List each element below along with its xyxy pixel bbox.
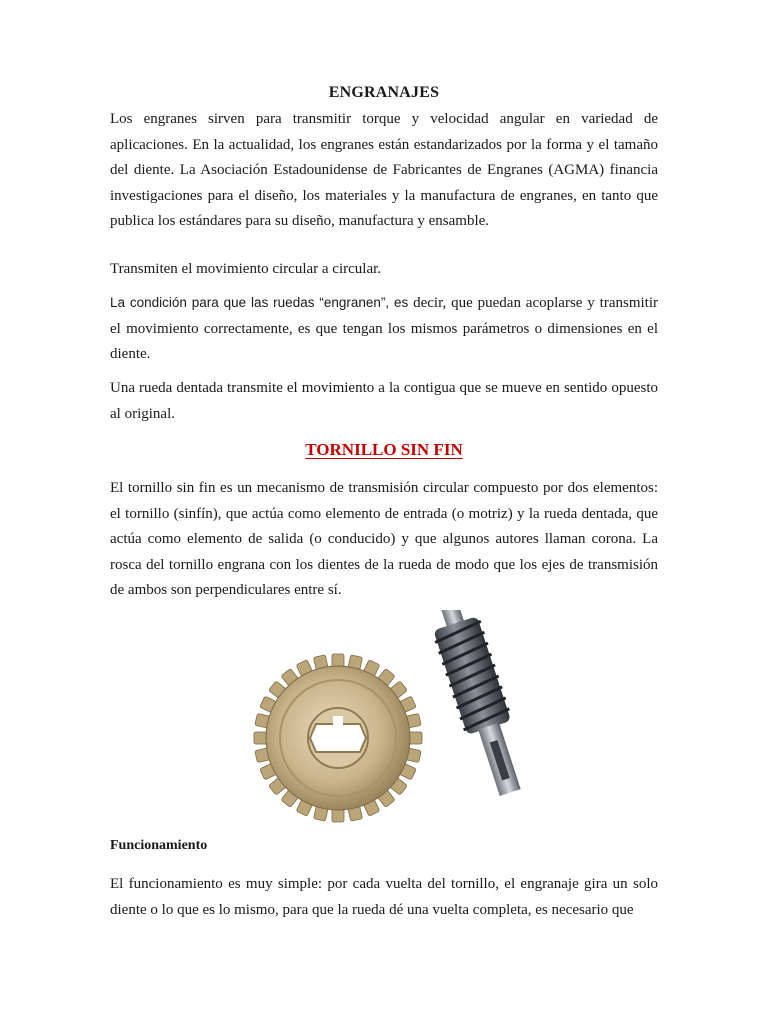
paragraph-intro: Los engranes sirven para transmitir torque y velocidad angular en variedad de aplicaciones. En la actualidad, los engranes están estandarizados por la forma y el tamaño del diente. La Asociación Estadounidense de Fabricantes de Engranes (AGMA) financia investigaciones para el diseño, los materiales y la manufactura de engranes, en tanto que publica los estándares para su diseño, manufactura y ensamble. xyxy=(110,111,658,229)
paragraph-tornillo: El tornillo sin fin es un mecanismo de transmisión circular compuesto por dos elementos: el tornillo (sinfín), que actúa como elemento de entrada (o motriz) y la rueda dentada, que actúa como elemento de salida (o conducido) y que algunos autores llaman corona. La rosca del tornillo engrana con los dientes de la rueda de modo que los ejes de transmisión de ambos son perpendiculares entre sí. xyxy=(110,480,658,598)
subheading-funcionamiento: Funcionamiento xyxy=(110,838,208,853)
paragraph-opposite: Una rueda dentada transmite el movimiento a la contigua que se mueve en sentido opuesto al original. xyxy=(110,380,658,422)
section-title: TORNILLO SIN FIN xyxy=(305,440,463,459)
worm-gear-photo-icon xyxy=(252,610,522,825)
paragraph-circular: Transmiten el movimiento circular a circular. xyxy=(110,261,382,277)
condition-prefix: La condición para que las ruedas “engranen”, es xyxy=(110,295,409,310)
worm-gear-figure xyxy=(252,610,522,825)
paragraph-condition xyxy=(110,290,658,368)
condition-rest: decir, que puedan acoplarse y transmitir el movimiento correctamente, es que tengan los mismos parámetros o dimensiones en el diente. xyxy=(110,295,658,362)
paragraph-funcionamiento: El funcionamiento es muy simple: por cada vuelta del tornillo, el engranaje gira un solo diente o lo que es lo mismo, para que la rueda dé una vuelta completa, es necesario que xyxy=(110,876,658,918)
document-title: ENGRANAJES xyxy=(328,84,440,101)
